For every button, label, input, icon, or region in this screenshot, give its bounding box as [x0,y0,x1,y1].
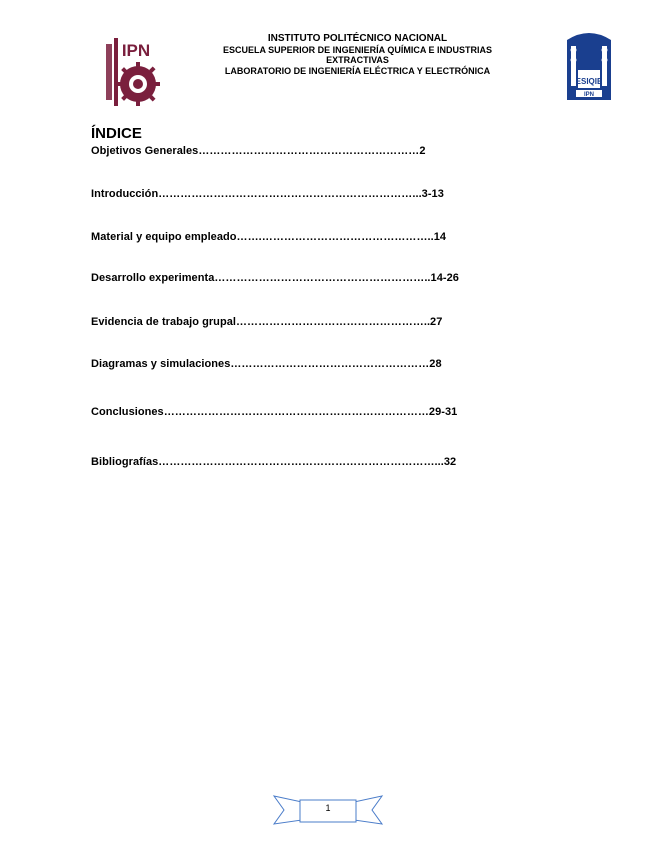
toc-entry-introduccion: Introducción……………………………………………………………...3-13 [91,188,444,200]
index-title: ÍNDICE [91,125,142,142]
esiqie-logo-lettering: ESIQIE [575,77,603,86]
page-number-ribbon [272,794,384,826]
header-lab: LABORATORIO DE INGENIERÍA ELÉCTRICA Y ELECTRÓNICA [224,65,491,76]
header-school: ESCUELA SUPERIOR DE INGENIERÍA QUÍMICA E INDUSTRIAS [222,44,493,55]
ipn-logo [100,36,162,108]
header-school-cont: EXTRACTIVAS [326,55,389,65]
toc-entry-diagramas: Diagramas y simulaciones………………………………………………28 [91,358,442,370]
header-institution: INSTITUTO POLITÉCNICO NACIONAL [267,33,448,44]
toc-entry-desarrollo: Desarrollo experimenta…………………………………………………..14-26 [91,272,459,284]
toc-entry-conclusiones: Conclusiones………………………………………………………………29-31 [91,406,458,418]
ipn-logo-lettering: IPN [121,41,151,60]
page-number: 1 [325,803,331,813]
document-header [180,34,535,76]
toc-entry-bibliografias: Bibliografías…………………………………………………………………...32 [91,456,457,468]
toc-entry-evidencia: Evidencia de trabajo grupal……………………………………………..27 [91,316,443,328]
toc-entry-material: Material y equipo empleado…….………………………………………..14 [91,231,447,243]
esiqie-logo-sublettering: IPN [583,92,595,98]
esiqie-logo [563,30,615,104]
toc-entry-objetivos: Objetivos Generales……………………………………………………2 [91,145,426,157]
